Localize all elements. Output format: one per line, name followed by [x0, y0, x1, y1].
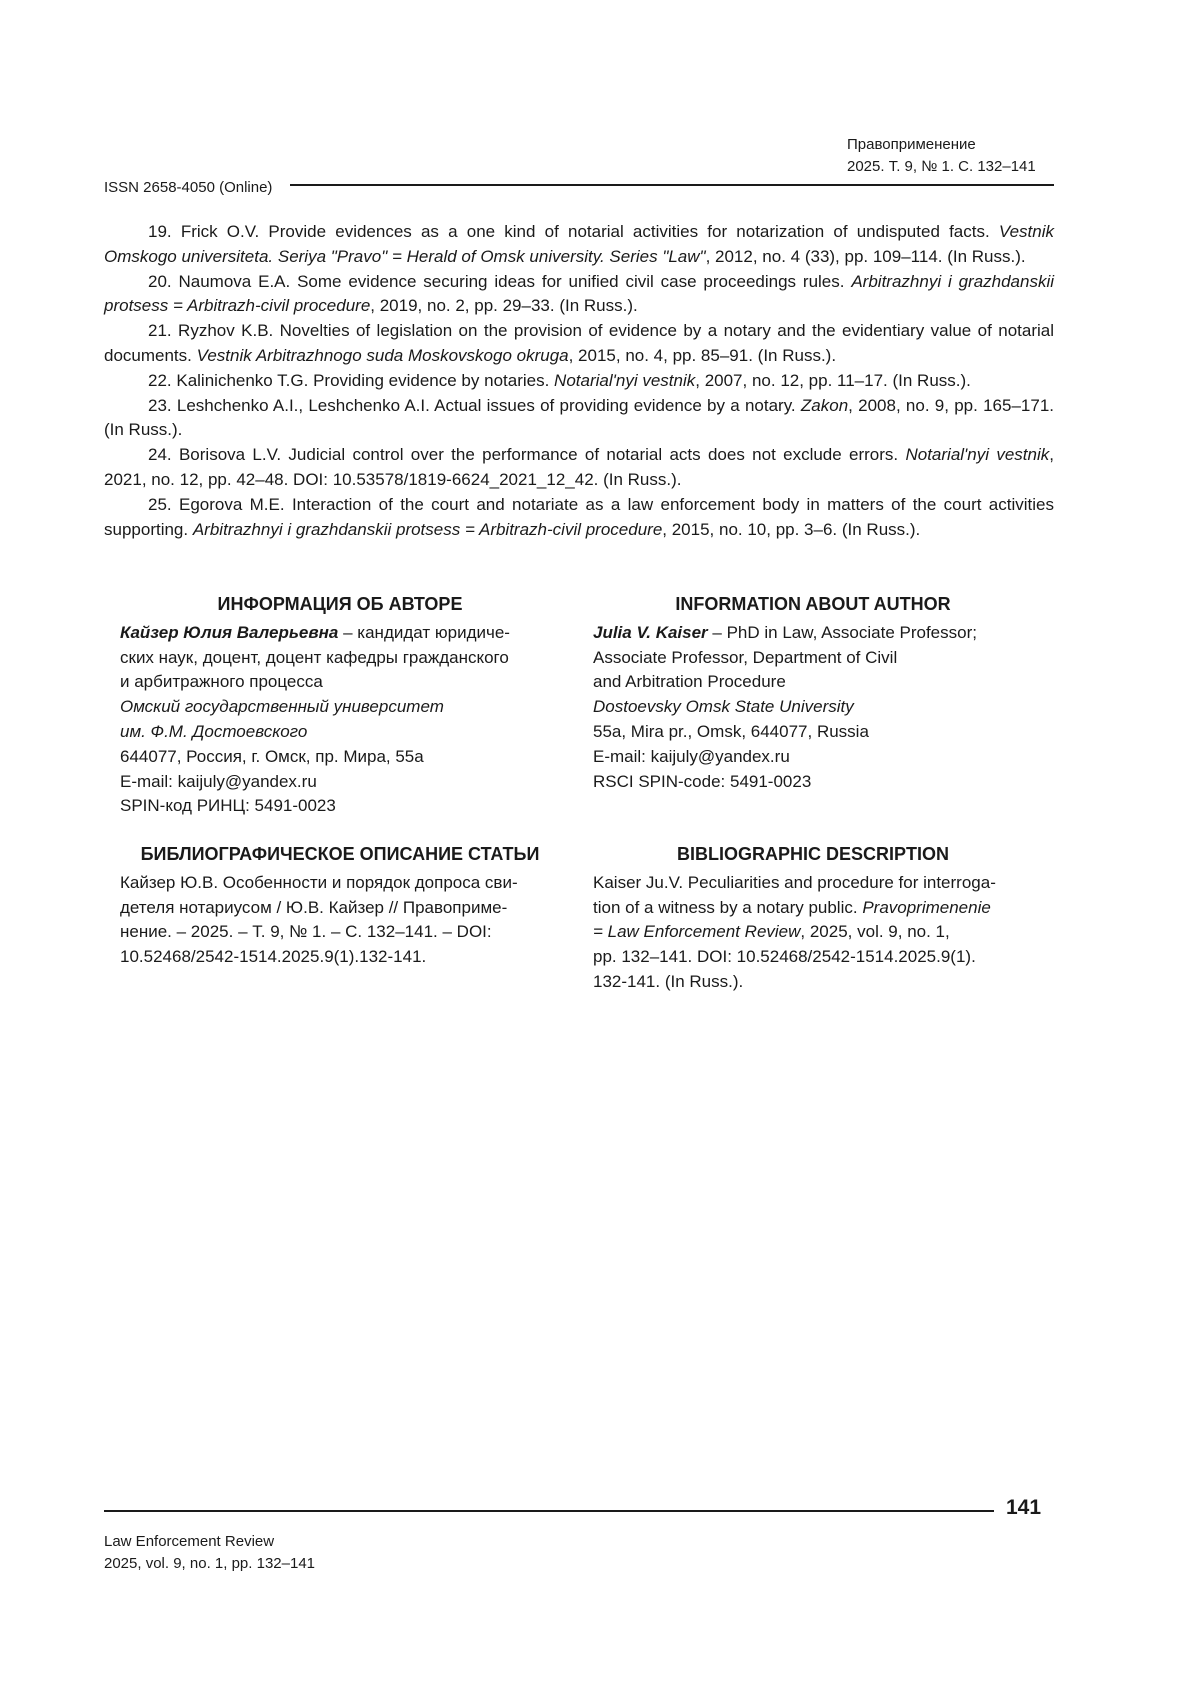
biblio-title-en: BIBLIOGRAPHIC DESCRIPTION: [676, 844, 949, 864]
address-en: 55a, Mira pr., Omsk, 644077, Russia: [593, 721, 869, 741]
author-info-ru: ИНФОРМАЦИЯ ОБ АВТОРЕ Кайзер Юлия Валерьевна – кандидат юридиче- ских наук, доцент, доцент кафедры гражданского и арбитражного процесса Омский государственный университет им. Ф.М. Достоевского 644077, Россия, г. Омск, пр. Мира, 55а E-mail: kaijuly@yandex.ru SPIN-код РИНЦ: 5491-0023: [120, 592, 560, 819]
author-name-ru: Кайзер Юлия Валерьевна: [120, 622, 339, 642]
reference-item: 21. Ryzhov K.B. Novelties of legislation on the provision of evidence by a notary and the evidentiary value of notarial documents. Vestnik Arbitrazhnogo suda Moskovskogo okruga, 2015, no. 4, pp. 85–91. (In Russ.).: [104, 321, 1054, 365]
footer-rule: [104, 1510, 994, 1512]
spin-ru: SPIN-код РИНЦ: 5491-0023: [120, 796, 336, 816]
page-number: 141: [1006, 1496, 1042, 1519]
reference-item: 23. Leshchenko A.I., Leshchenko A.I. Actual issues of providing evidence by a notary. Zakon, 2008, no. 9, pp. 165–171. (In Russ.).: [104, 395, 1054, 440]
university-en: Dostoevsky Omsk State University: [593, 697, 854, 717]
biblio-title-ru: БИБЛИОГРАФИЧЕСКОЕ ОПИСАНИЕ СТАТЬИ: [140, 844, 540, 864]
reference-item: 20. Naumova E.A. Some evidence securing ideas for unified civil case proceedings rules. Arbitrazhnyi i grazhdanskii protsess = Arbitrazh-civil procedure, 2019, no. 2, pp. 29–33. (In Russ.).: [104, 271, 1055, 316]
spin-en: RSCI SPIN-code: 5491-0023: [593, 771, 812, 791]
email-en: E-mail: kaijuly@yandex.ru: [593, 746, 790, 766]
issue-info-en: 2025, vol. 9, no. 1, pp. 132–141: [104, 1555, 316, 1572]
running-footer-en: [104, 1531, 315, 1575]
biblio-en: BIBLIOGRAPHIC DESCRIPTION Kaiser Ju.V. Peculiarities and procedure for interroga- tion of a witness by a notary public. Pravoprimenenie = Law Enforcement Review, 2025, vol. 9, no. 1, pp. 132–141. DOI: 10.52468/2542-1514.2025.9(1). 132-141. (In Russ.).: [593, 842, 1033, 995]
author-info-en: INFORMATION ABOUT AUTHOR Julia V. Kaiser – PhD in Law, Associate Professor; Associate Professor, Department of Civil and Arbitration Procedure Dostoevsky Omsk State University 55a, Mira pr., Omsk, 644077, Russia E-mail: kaijuly@yandex.ru RSCI SPIN-code: 5491-0023: [593, 592, 1033, 794]
reference-item: 24. Borisova L.V. Judicial control over the performance of notarial acts does not exclude errors. Notarial'nyi vestnik, 2021, no. 12, pp. 42–48. DOI: 10.53578/1819-6624_2021_12_42. (In Russ.).: [104, 445, 1054, 489]
journal-name-ru: Правоприменение: [847, 136, 976, 153]
email-ru: E-mail: kaijuly@yandex.ru: [120, 771, 317, 791]
issue-info-ru: 2025. Т. 9, № 1. С. 132–141: [847, 158, 1036, 175]
address-ru: 644077, Россия, г. Омск, пр. Мира, 55а: [120, 746, 424, 766]
university-ru: Омский государственный университет: [120, 697, 444, 717]
reference-list: [104, 220, 1054, 542]
reference-item: 22. Kalinichenko T.G. Providing evidence by notaries. Notarial'nyi vestnik, 2007, no. 12, pp. 11–17. (In Russ.).: [148, 370, 971, 390]
header-rule: [290, 184, 1054, 186]
biblio-ru: БИБЛИОГРАФИЧЕСКОЕ ОПИСАНИЕ СТАТЬИ Кайзер Ю.В. Особенности и порядок допроса сви- детеля нотариусом / Ю.В. Кайзер // Правоприме- нение. – 2025. – Т. 9, № 1. – С. 132–141. – DOI: 10.52468/2542-1514.2025.9(1).132-141.: [120, 842, 560, 970]
reference-item: 19. Frick O.V. Provide evidences as a one kind of notarial activities for notarization of undisputed facts. Vestnik Omskogo universiteta. Seriya "Pravo" = Herald of Omsk university. Series "Law", 2012, no. 4 (33), pp. 109–114. (In Russ.).: [104, 222, 1054, 266]
author-info-title-ru: ИНФОРМАЦИЯ ОБ АВТОРЕ: [217, 594, 463, 614]
journal-name-en: Law Enforcement Review: [104, 1533, 275, 1550]
issn: ISSN 2658-4050 (Online): [104, 179, 273, 196]
running-header-ru: [847, 134, 1036, 178]
author-info-title-en: INFORMATION ABOUT AUTHOR: [675, 594, 951, 614]
author-name-en: Julia V. Kaiser: [593, 622, 708, 642]
reference-item: 25. Egorova M.E. Interaction of the court and notariate as a law enforcement body in matters of the court activities supporting. Arbitrazhnyi i grazhdanskii protsess = Arbitrazh-civil procedure, 2015, no. 10, pp. 3–6. (In Russ.).: [104, 494, 1054, 539]
